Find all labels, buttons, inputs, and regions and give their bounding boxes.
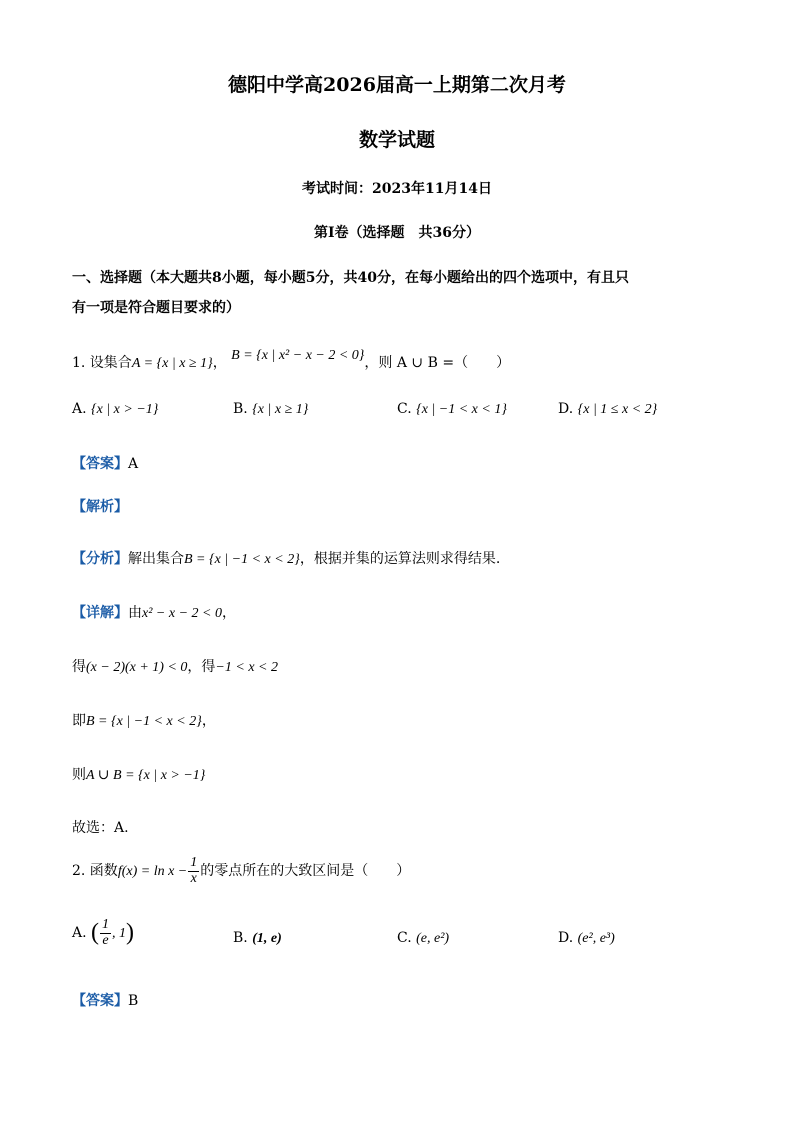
step-text: 即: [72, 713, 86, 729]
exam-time: 考试时间：2023年11月14日: [302, 181, 492, 197]
option-label: D.: [558, 401, 574, 417]
fenxi-math: B = {x | −1 < x < 2}: [184, 552, 300, 567]
document-title: 德阳中学高2026届高一上期第二次月考: [228, 74, 566, 96]
step-text: ，: [201, 713, 216, 729]
fraction-one-over-e: [100, 918, 111, 948]
step-math: B = {x | −1 < x < 2}: [86, 714, 202, 729]
detail-tag: 【详解】: [72, 605, 128, 621]
option-text: {x | −1 < x < 1}: [416, 402, 507, 417]
question-1-number: 1. 设集合: [72, 355, 132, 371]
option-label: C.: [397, 930, 412, 946]
q1-analysis-tag: 【解析】: [72, 499, 128, 515]
step-text: ，得: [187, 659, 216, 675]
fraction-denominator: x: [190, 870, 197, 886]
option-label: A.: [72, 401, 87, 417]
q1-option-a: [72, 401, 158, 418]
section-heading-line1: 一、选择题（本大题共8小题，每小题5分，共40分，在每小题给出的四个选项中，有且只: [72, 270, 629, 286]
answer-value: B: [128, 993, 139, 1009]
function-expression: f(x) = ln x −: [117, 864, 188, 880]
option-text: {x | x ≥ 1}: [252, 402, 309, 417]
question-2: [72, 856, 410, 886]
q1-conclusion: 故选：A.: [72, 820, 129, 836]
option-text: , 1: [112, 926, 127, 942]
fenxi-post: ，根据并集的运算法则求得结果.: [299, 551, 501, 567]
section-heading-line2: 有一项是符合题目要求的）: [72, 300, 240, 316]
q1-step-3: [72, 764, 205, 784]
answer-value: A: [128, 456, 139, 472]
option-text: (1, e): [252, 931, 282, 946]
q1-detail: [72, 602, 236, 622]
fraction-numerator: 1: [190, 855, 198, 870]
right-paren: ): [126, 919, 135, 946]
question-1: [72, 348, 511, 372]
step-math: −1 < x < 2: [215, 660, 278, 675]
answer-tag: 【答案】: [72, 456, 128, 472]
volume-heading: 第I卷（选择题 共36分）: [313, 225, 481, 241]
q2-option-b: [233, 930, 282, 947]
option-label: B.: [233, 401, 248, 417]
question-2-number: 2. 函数: [72, 863, 118, 880]
option-text: {x | 1 ≤ x < 2}: [577, 402, 658, 417]
fraction-one-over-x: [188, 856, 199, 886]
q1-option-b: [233, 401, 308, 418]
left-paren: (: [91, 919, 100, 946]
step-text: 得: [72, 659, 86, 675]
step-text: 则: [72, 767, 86, 783]
question-1-tail: ，则 A ∪ B =（ ）: [364, 355, 511, 371]
option-label: C.: [397, 401, 412, 417]
q2-option-a: [72, 918, 134, 948]
q1-option-d: [558, 401, 657, 418]
fenxi-tag: 【分析】: [72, 551, 128, 567]
comma: ，: [212, 355, 227, 371]
set-a: A = {x | x ≥ 1}: [131, 356, 213, 371]
detail-pre: 由: [128, 605, 142, 621]
q2-option-d: [558, 930, 615, 947]
option-text: {x | x > −1}: [91, 402, 159, 417]
q1-option-c: [397, 401, 507, 418]
fraction-numerator: 1: [102, 917, 110, 932]
q2-option-c: [397, 930, 449, 947]
set-b: B = {x | x² − x − 2 < 0}: [231, 348, 365, 363]
option-label: D.: [558, 930, 574, 946]
step-math: A ∪ B = {x | x > −1}: [86, 768, 206, 783]
document-subtitle: 数学试题: [358, 129, 435, 151]
detail-post: ，: [221, 605, 236, 621]
fraction-denominator: e: [102, 932, 109, 948]
q1-step-2: [72, 710, 216, 730]
q1-answer: [72, 453, 138, 473]
detail-math: x² − x − 2 < 0: [142, 606, 222, 621]
q1-fenxi: [72, 548, 500, 568]
option-label: B.: [233, 930, 248, 946]
option-text: (e, e²): [416, 931, 450, 946]
q1-step-1: [72, 656, 278, 676]
question-2-tail: 的零点所在的大致区间是（ ）: [200, 863, 411, 880]
option-text: (e², e³): [577, 931, 615, 946]
fenxi-pre: 解出集合: [128, 551, 184, 567]
q2-answer: [72, 990, 138, 1010]
option-label: A.: [72, 925, 87, 942]
answer-tag: 【答案】: [72, 993, 128, 1009]
step-math: (x − 2)(x + 1) < 0: [86, 660, 188, 675]
